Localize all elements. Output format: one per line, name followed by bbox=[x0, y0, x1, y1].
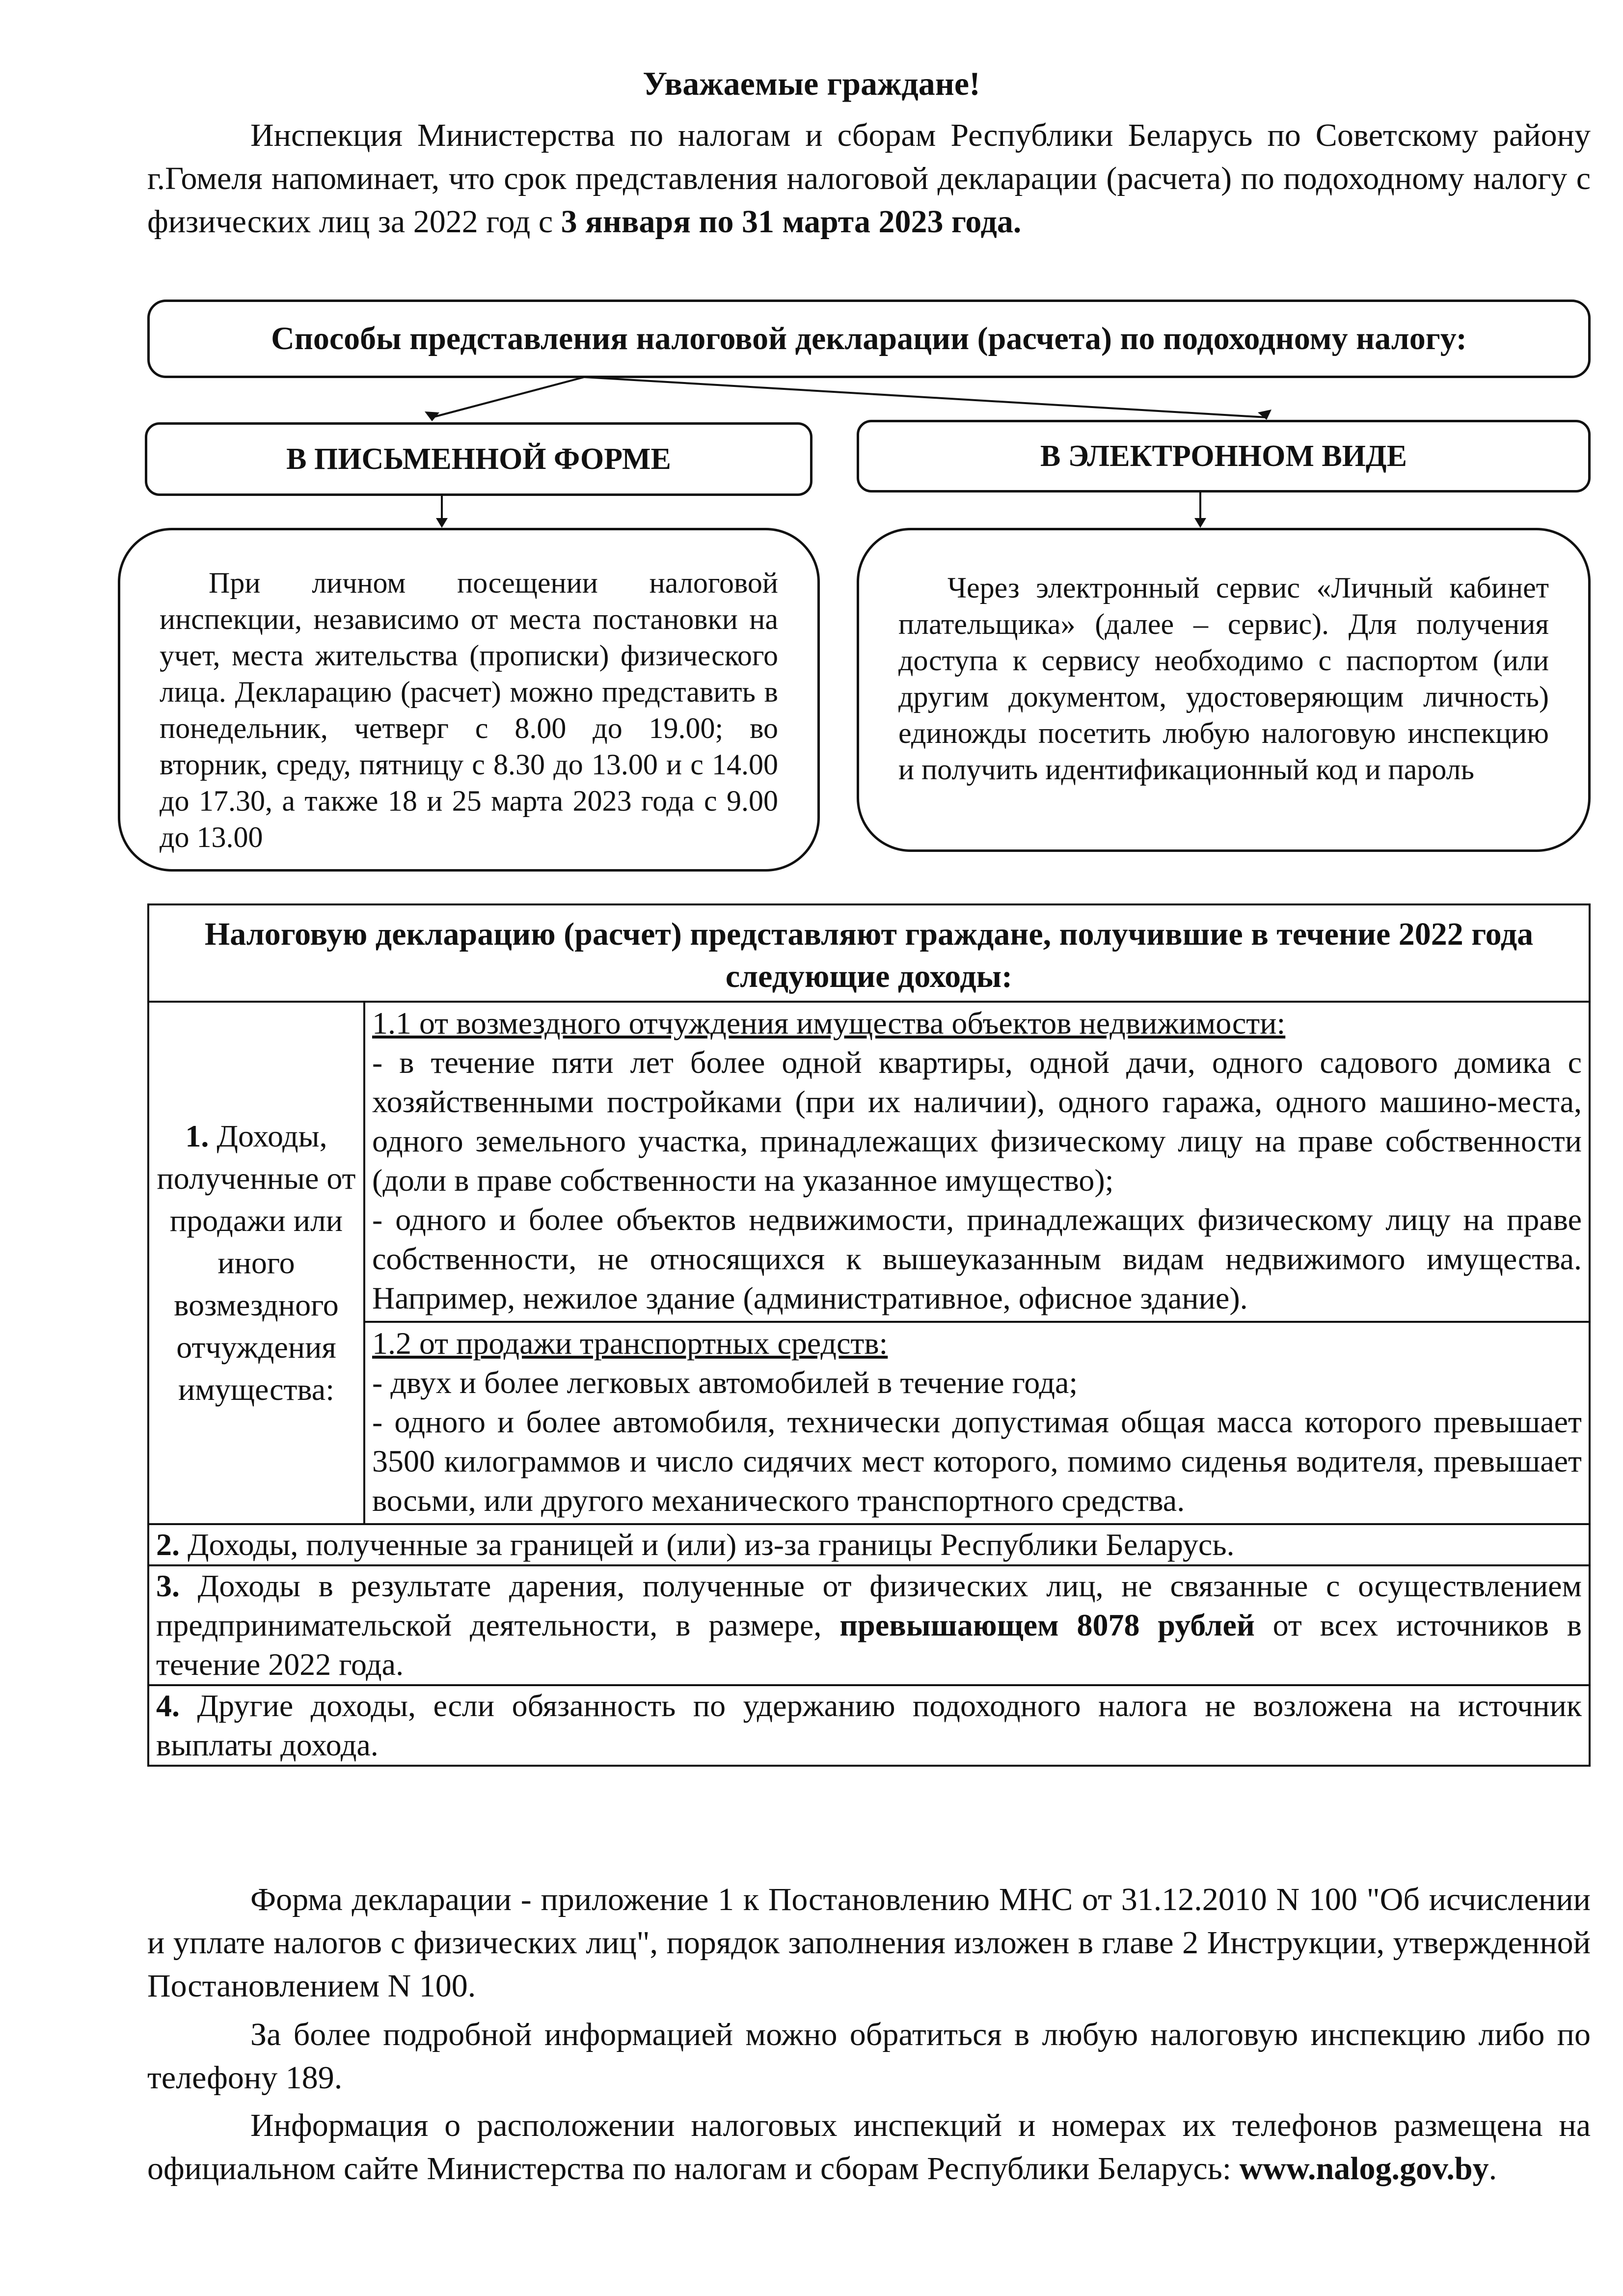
intro-deadline: 3 января по 31 марта 2023 года. bbox=[561, 204, 1022, 240]
list-item: - двух и более легковых автомобилей в течение года; bbox=[372, 1365, 1078, 1400]
electronic-form-description bbox=[857, 528, 1591, 852]
row-3-text-before: Доходы в результате дарения, полученные от физических лиц, не связанные с осуществлением предпринимательской деятельности, в размере, bbox=[156, 1568, 1582, 1642]
income-table bbox=[147, 903, 1591, 1767]
intro-text: Инспекция Министерства по налогам и сборам Республики Беларусь по Советскому району г.Гомеля напоминает, что срок представления налоговой декларации (расчета) по подоходному налогу с физических лиц за 2022 год с bbox=[147, 117, 1591, 240]
electronic-form-text: Через электронный сервис «Личный кабинет плательщика» (далее – сервис). Для получения доступа к сервису необходимо с паспортом (или другим документом, удостоверяющим личность) единожды посетить любую налоговую инспекцию и получить идентификационный код и пароль bbox=[898, 572, 1549, 786]
row-3-number: 3. bbox=[156, 1568, 180, 1603]
written-form-text: При личном посещении налоговой инспекции, независимо от места постановки на учет, места жительства (прописки) физического лица. Декларацию (расчет) можно представить в понедельник, четверг с 8.00 до 19.00; во вторник, среду, пятницу с 8.30 до 13.00 и с 14.00 до 17.30, а также 18 и 25 марта 2023 года с 9.00 до 13.00 bbox=[160, 567, 778, 853]
row-1-heading bbox=[148, 1002, 364, 1524]
row-3-threshold: превышающем 8078 рублей bbox=[839, 1608, 1255, 1642]
site-note-end: . bbox=[1488, 2151, 1497, 2187]
table-caption: Налоговую декларацию (расчет) представляют граждане, получившие в течение 2022 года следующие доходы: bbox=[148, 904, 1590, 1002]
row-2-text: Доходы, полученные за границей и (или) из-за границы Республики Беларусь. bbox=[188, 1527, 1235, 1562]
site-note-text: Информация о расположении налоговых инспекций и номерах их телефонов размещена на официальном сайте Министерства по налогам и сборам Республики Беларусь: bbox=[147, 2107, 1591, 2187]
contact-note-paragraph: За более подробной информацией можно обратиться в любую налоговую инспекцию либо по телефону 189. bbox=[147, 2017, 1591, 2096]
site-url-link[interactable]: www.nalog.gov.by bbox=[1239, 2151, 1489, 2187]
row-3-cell bbox=[148, 1565, 1590, 1685]
row-2-cell bbox=[148, 1524, 1590, 1565]
arrowhead-written-detail-icon bbox=[436, 518, 448, 528]
row-1-number: 1. bbox=[185, 1119, 209, 1153]
table-row-1b bbox=[148, 1322, 1590, 1524]
arrowhead-electronic-detail-icon bbox=[1194, 518, 1206, 528]
row-4-number: 4. bbox=[156, 1688, 180, 1723]
arrowhead-electronic-icon bbox=[1258, 410, 1271, 420]
table-row-2 bbox=[148, 1524, 1590, 1565]
row-1-2-cell bbox=[364, 1322, 1590, 1524]
form-note-paragraph: Форма декларации - приложение 1 к Постановлению МНС от 31.12.2010 N 100 "Об исчислении и уплате налогов с физических лиц", порядок заполнения изложен в главе 2 Инструкции, утвержденной Постановлением N 100. bbox=[147, 1882, 1591, 2004]
table-row-3 bbox=[148, 1565, 1590, 1685]
row-4-cell bbox=[148, 1685, 1590, 1766]
table-row-1a bbox=[148, 1002, 1590, 1322]
table-caption-row bbox=[148, 904, 1590, 1002]
table-row-4 bbox=[148, 1685, 1590, 1766]
connector-to-written bbox=[432, 377, 584, 417]
row-1-1-cell bbox=[364, 1002, 1590, 1322]
row-3-text-after: от всех источников в течение 2022 года. bbox=[156, 1608, 1582, 1682]
site-note-paragraph bbox=[147, 2104, 1591, 2190]
connector-to-electronic bbox=[584, 377, 1267, 417]
electronic-form-label: В ЭЛЕКТРОННОМ ВИДЕ bbox=[857, 420, 1591, 492]
list-item: - одного и более автомобиля, технически допустимая общая масса которого превышает 3500 килограммов и число сидячих мест которого, помимо сиденья водителя, превышает восьми, или другого механического транспортного средства. bbox=[372, 1404, 1582, 1518]
methods-header: Способы представления налоговой декларации (расчета) по подоходному налогу: bbox=[147, 300, 1591, 378]
row-1-label: Доходы, полученные от продажи или иного возмездного отчуждения имущества: bbox=[157, 1119, 356, 1407]
row-2-number: 2. bbox=[156, 1527, 180, 1562]
row-1-1-title: 1.1 от возмездного отчуждения имущества объектов недвижимости: bbox=[372, 1006, 1286, 1040]
list-item: - в течение пяти лет более одной квартиры, одной дачи, одного садового домика с хозяйственными постройками (при их наличии), одного гаража, одного машино-места, одного земельного участка, принадлежащих физическому лицу на праве собственности (доли в праве собственности на указанное имущество); bbox=[372, 1045, 1582, 1198]
row-1-2-title: 1.2 от продажи транспортных средств: bbox=[372, 1326, 888, 1361]
written-form-description bbox=[118, 528, 820, 872]
page-title: Уважаемые граждане! bbox=[643, 65, 980, 102]
row-4-text: Другие доходы, если обязанность по удержанию подоходного налога не возложена на источник выплаты дохода. bbox=[156, 1688, 1582, 1762]
list-item: - одного и более объектов недвижимости, принадлежащих физическому лицу на праве собственности, не относящихся к вышеуказанным видам недвижимого имущества. Например, нежилое здание (административное, офисное здание). bbox=[372, 1202, 1582, 1315]
written-form-label: В ПИСЬМЕННОЙ ФОРМЕ bbox=[145, 422, 812, 496]
